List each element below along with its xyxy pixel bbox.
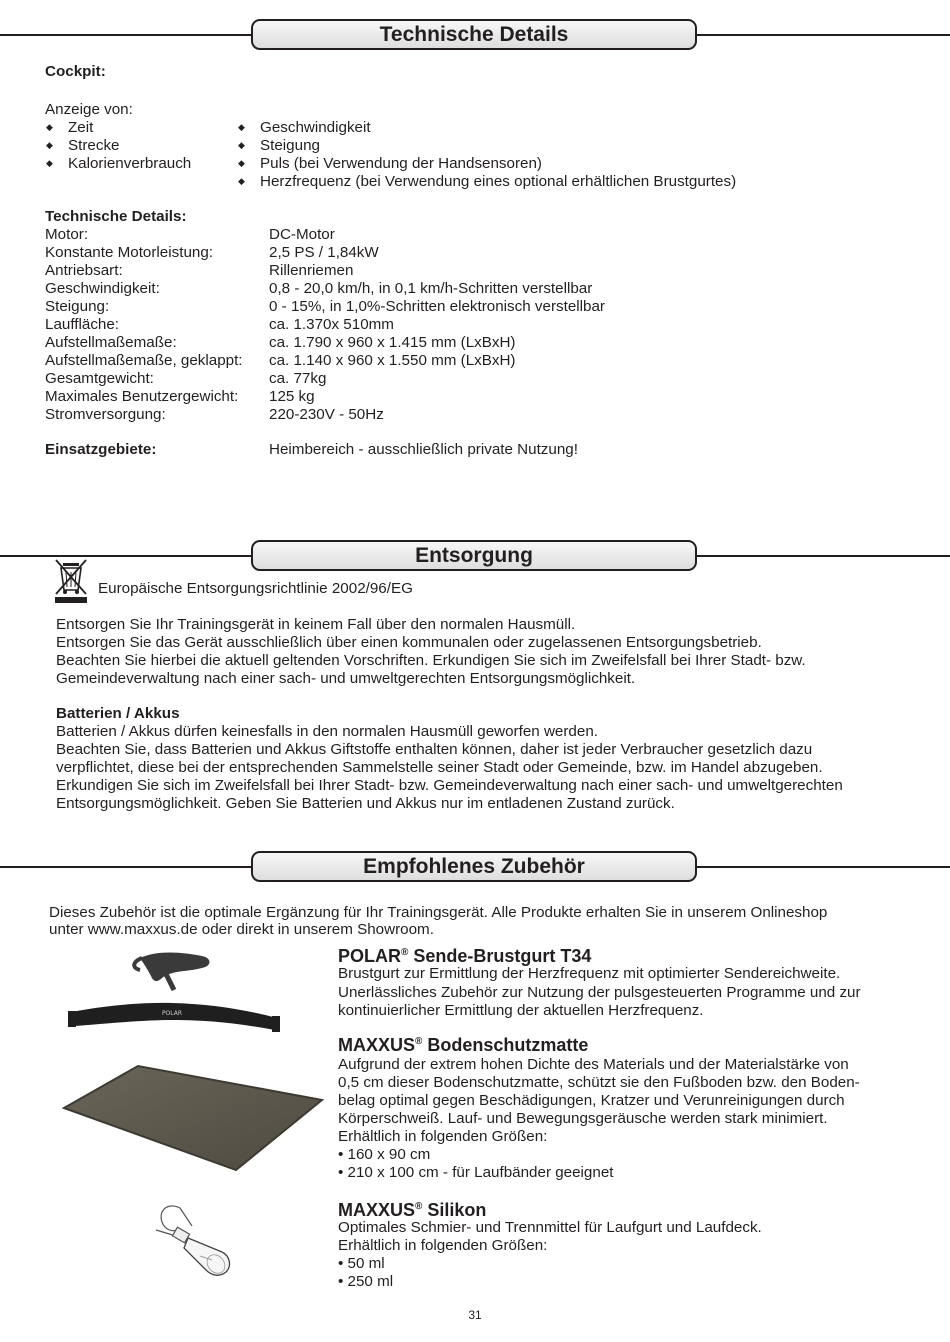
spec-value: 125 kg [269,388,315,405]
product-description-line: Unerlässliches Zubehör zur Nutzung der pulsgesteuerten Programme und zur [338,984,861,1001]
product-description-line: Erhältlich in folgenden Größen: [338,1237,548,1254]
product-title [338,1033,588,1055]
spec-key: Gesamtgewicht: [45,370,154,387]
chest-strap-image [62,948,287,1038]
spec-key: Aufstellmaßemaße, geklappt: [45,352,243,369]
product-description-line: Optimales Schmier- und Trennmittel für Laufgurt und Laufdeck. [338,1219,762,1236]
spec-key: Konstante Motorleistung: [45,244,214,261]
spec-value: ca. 1.790 x 960 x 1.415 mm (LxBxH) [269,334,516,351]
section-heading-technische-details: Technische Details [251,19,697,50]
spec-key: Lauffläche: [45,316,120,333]
accessories-intro-line: unter www.maxxus.de oder direkt in unserem Showroom. [49,921,434,938]
display-label: Anzeige von: [45,101,133,118]
crossed-out-bin-icon [52,558,90,604]
product-description-line: kontinuierlicher Ermittlung der aktuellen Herzfrequenz. [338,1002,704,1019]
spec-value: 0 - 15%, in 1,0%-Schritten elektronisch verstellbar [269,298,605,315]
accessories-intro-line: Dieses Zubehör ist die optimale Ergänzung für Ihr Trainingsgerät. Alle Produkte erhalten Sie in unserem Onlineshop [49,904,828,921]
section-heading-zubehoer: Empfohlenes Zubehör [251,851,697,882]
display-item: ◆ Geschwindigkeit [260,119,371,137]
battery-paragraph-line: verpflichtet, diese bei der entsprechenden Sammelstelle seiner Stadt oder Gemeinde, bzw. im Handel abzugeben. [56,759,823,776]
spec-value: ca. 1.140 x 960 x 1.550 mm (LxBxH) [269,352,516,369]
spec-key: Maximales Benutzergewicht: [45,388,239,405]
display-item: ◆ Herzfrequenz (bei Verwendung eines optional erhältlichen Brustgurtes) [260,173,736,191]
registered-mark: ® [415,1036,423,1047]
page-number: 31 [468,1308,482,1322]
usage-label: Einsatzgebiete: [45,441,157,458]
spec-value: 2,5 PS / 1,84kW [269,244,379,261]
display-item: ◆ Steigung [260,137,320,155]
usage-value: Heimbereich - ausschließlich private Nutzung! [269,441,578,458]
spec-value: ca. 77kg [269,370,327,387]
spec-key: Stromversorgung: [45,406,166,423]
section-heading-entsorgung: Entsorgung [251,540,697,571]
registered-mark: ® [415,1201,423,1212]
registered-mark: ® [401,947,409,958]
spec-key: Geschwindigkeit: [45,280,160,297]
product-brand: MAXXUS [338,1035,416,1055]
product-description-line: Aufgrund der extrem hohen Dichte des Materials und der Materialstärke von [338,1056,849,1073]
product-name: Silikon [422,1200,487,1220]
display-item: ◆ Strecke [68,137,120,155]
floor-mat-image [60,1060,330,1175]
product-description-line: • 210 x 100 cm - für Laufbänder geeignet [338,1164,614,1181]
spec-value: Rillenriemen [269,262,354,279]
product-description-line: Körperschweiß. Lauf- und Bewegungsgeräusche werden stark minimiert. [338,1110,828,1127]
battery-paragraph-line: Beachten Sie, dass Batterien und Akkus Giftstoffe enthalten können, daher ist jeder Verbraucher gesetzlich dazu [56,741,813,758]
tech-details-label: Technische Details: [45,208,187,225]
disposal-directive: Europäische Entsorgungsrichtlinie 2002/96/EG [98,580,413,597]
spec-key: Motor: [45,226,89,243]
spec-value: ca. 1.370x 510mm [269,316,394,333]
battery-paragraph-line: Batterien / Akkus dürfen keinesfalls in den normalen Hausmüll geworfen werden. [56,723,598,740]
product-description-line: belag optimal gegen Beschädigungen, Kratzer und Verunreinigungen durch [338,1092,845,1109]
product-description-line: • 160 x 90 cm [338,1146,431,1163]
battery-paragraph-line: Erkundigen Sie sich im Zweifelsfall bei Ihrer Stadt- bzw. Gemeindeverwaltung nach einer sach- und umweltgerechten [56,777,843,794]
product-description-line: • 250 ml [338,1273,394,1290]
display-item: ◆ Kalorienverbrauch [68,155,191,173]
disposal-paragraph-line: Gemeindeverwaltung nach einer sach- und umweltgerechten Entsorgungsmöglichkeit. [56,670,636,687]
battery-heading: Batterien / Akkus [56,705,180,722]
product-title [338,1198,486,1220]
disposal-paragraph-line: Entsorgen Sie das Gerät ausschließlich über einen kommunalen oder zugelassenen Entsorgungsbetrieb. [56,634,762,651]
spec-value: DC-Motor [269,226,335,243]
display-item: ◆ Zeit [68,119,93,137]
spec-value: 220-230V - 50Hz [269,406,384,423]
spec-key: Antriebsart: [45,262,123,279]
strap-brand-print: POLAR [161,1010,183,1017]
disposal-paragraph-line: Entsorgen Sie Ihr Trainingsgerät in keinem Fall über den normalen Hausmüll. [56,616,576,633]
silicone-bottle-image [150,1200,245,1280]
cockpit-label: Cockpit: [45,63,106,80]
product-name: Bodenschutzmatte [422,1035,589,1055]
product-description-line: 0,5 cm dieser Bodenschutzmatte, schützt sie den Fußboden bzw. den Boden- [338,1074,860,1091]
battery-paragraph-line: Entsorgungsmöglichkeit. Geben Sie Batterien und Akkus nur im entladenen Zustand zurück. [56,795,675,812]
spec-value: 0,8 - 20,0 km/h, in 0,1 km/h-Schritten verstellbar [269,280,593,297]
product-name: Sende-Brustgurt T34 [408,946,592,966]
product-title [338,944,591,966]
product-brand: POLAR [338,946,401,966]
spec-key: Steigung: [45,298,110,315]
disposal-paragraph-line: Beachten Sie hierbei die aktuell geltenden Vorschriften. Erkundigen Sie sich im Zweifelsfall bei Ihrer Stadt- bzw. [56,652,806,669]
product-description-line: • 50 ml [338,1255,385,1272]
product-description-line: Erhältlich in folgenden Größen: [338,1128,548,1145]
spec-key: Aufstellmaßemaße: [45,334,177,351]
display-item: ◆ Puls (bei Verwendung der Handsensoren) [260,155,542,173]
product-description-line: Brustgurt zur Ermittlung der Herzfrequenz mit optimierter Sendereichweite. [338,965,841,982]
product-brand: MAXXUS [338,1200,416,1220]
